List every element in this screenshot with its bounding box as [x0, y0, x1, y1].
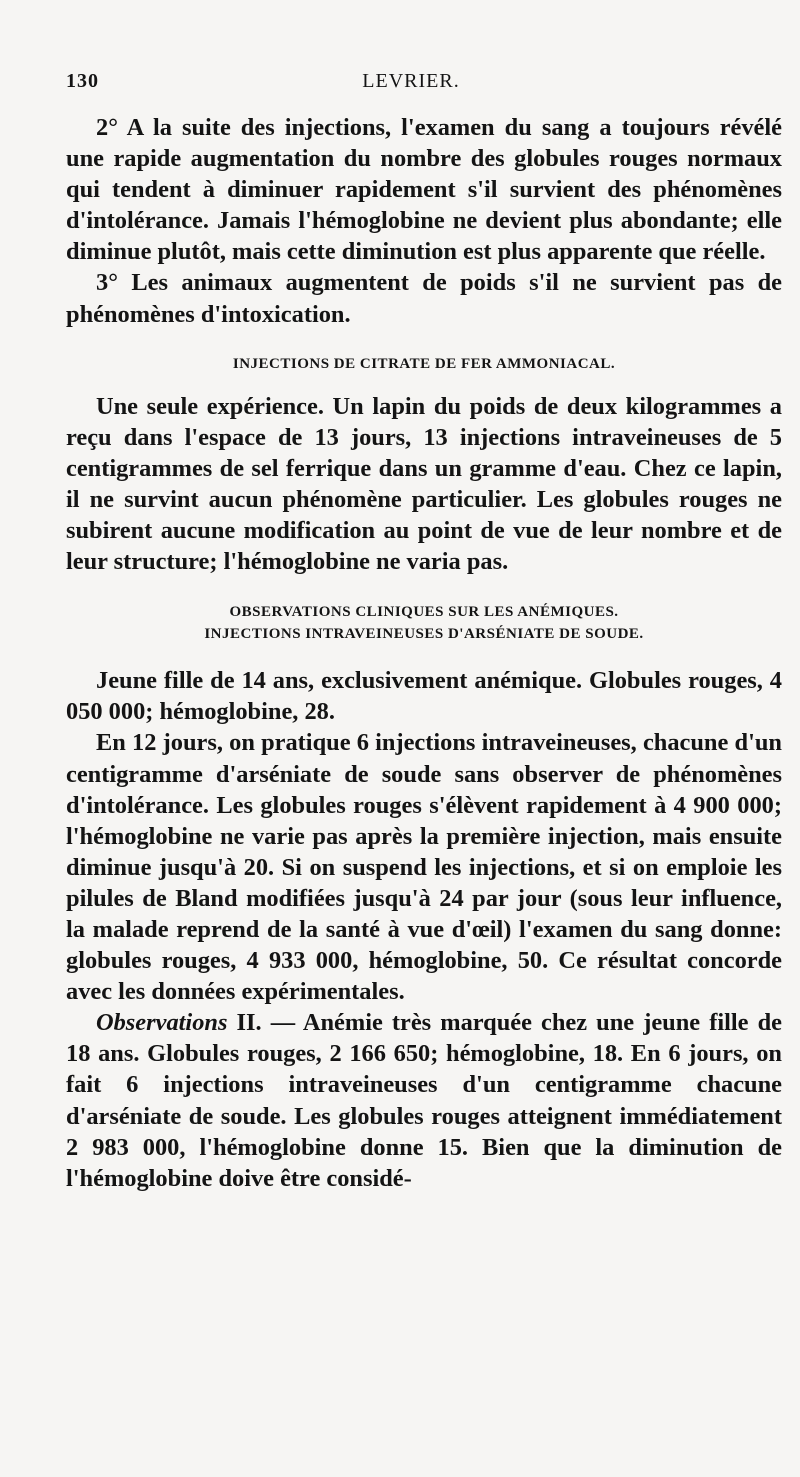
- page-header: [66, 70, 756, 100]
- paragraph-conclusion-2: 2° A la suite des injections, l'examen du sang a toujours révélé une rapide augmentation du nombre des globules rouges normaux qui tendent à diminuer rapidement s'il survient des phénomènes d'intolérance. Jamais l'hémoglobine ne devient plus abondante; elle diminue plutôt, mais cette diminution est plus apparente que réelle.: [66, 114, 782, 266]
- page-number: 130: [66, 70, 99, 92]
- paragraph-experiment: Une seule expérience. Un lapin du poids de deux kilogrammes a reçu dans l'espace de 13 jours, 13 injections intraveineuses de 5 centigrammes de sel ferrique dans un gramme d'eau. Chez ce lapin, il ne survint aucun phénomène particulier. Les globules rouges ne subirent aucune modification au point de vue de leur nombre et de leur structure; l'hémoglobine ne varia pas.: [66, 392, 782, 576]
- paragraph-case-2: [66, 1007, 782, 1194]
- section-heading-clinical: OBSERVATIONS CLINIQUES SUR LES ANÉMIQUES.: [229, 604, 619, 621]
- page-body: [66, 112, 782, 1194]
- running-head: LEVRIER.: [362, 70, 460, 92]
- paragraph-case-1-treatment: En 12 jours, on pratique 6 injections intraveineuses, chacune d'un centigramme d'arséniate de soude sans observer de phénomènes d'intolérance. Les globules rouges s'élèvent rapidement à 4 900 000; l'hémoglobine ne varie pas après la première injection, mais ensuite diminue jusqu'à 20. Si on suspend les injections, et si on emploie les pilules de Bland modifiées jusqu'à 24 par jour (sous leur influence, la malade reprend de la santé à vue d'œil) l'examen du sang donne: globules rouges, 4 933 000, hémoglobine, 50. Ce résultat concorde avec les données expérimentales.: [66, 729, 782, 1006]
- observations-label: Observations: [96, 1009, 228, 1037]
- section-subheading-arseniate: INJECTIONS INTRAVEINEUSES D'ARSÉNIATE DE SOUDE.: [204, 626, 644, 643]
- paragraph-case-1: Jeune fille de 14 ans, exclusivement anémique. Globules rouges, 4 050 000; hémoglobine, 28.: [66, 667, 782, 726]
- section-heading-citrate: INJECTIONS DE CITRATE DE FER AMMONIACAL.: [232, 355, 616, 372]
- paragraph-case-2-text: II. — Anémie très marquée chez une jeune fille de 18 ans. Globules rouges, 2 166 650; hémoglobine, 18. En 6 jours, on fait 6 injections intraveineuses d'un centigramme chacune d'arséniate de soude. Les globules rouges atteignent immédiatement 2 983 000, l'hémoglobine donne 15. Bien que la diminution de l'hémoglobine doive être considé-: [66, 1009, 782, 1192]
- paragraph-conclusion-3: 3° Les animaux augmentent de poids s'il ne survient pas de phénomènes d'intoxication.: [66, 269, 782, 328]
